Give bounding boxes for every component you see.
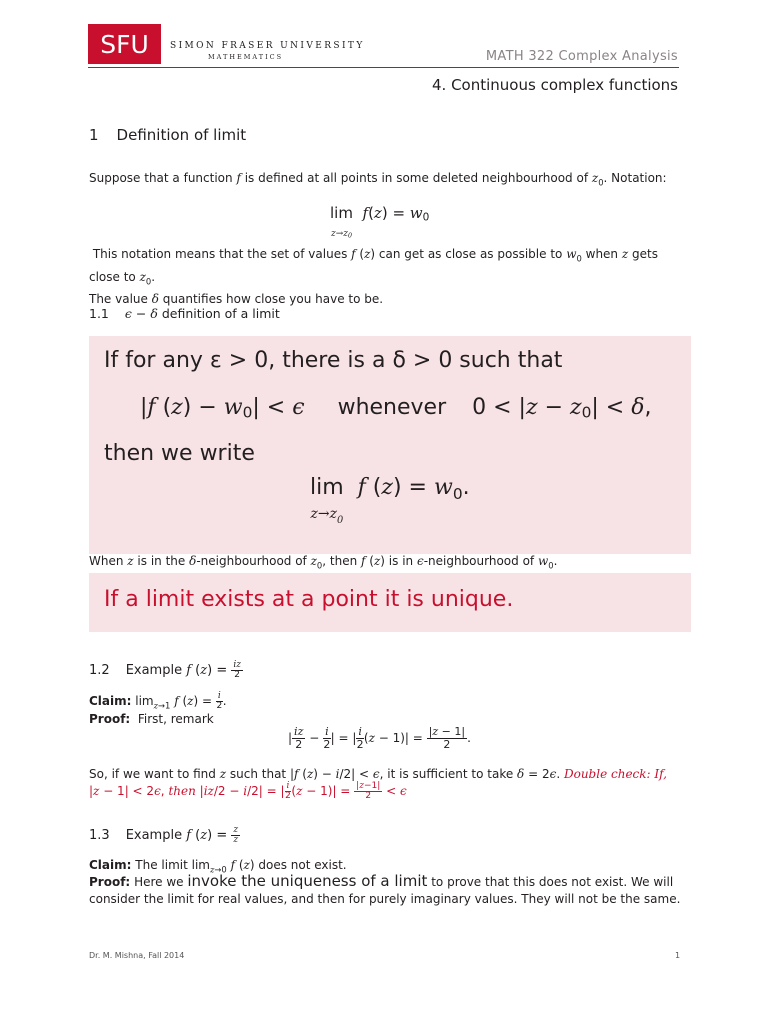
definition-limit: lim $z\to z_0$ f $(z) = w_0$. <box>310 475 470 526</box>
example-1-conclusion: So, if we want to find z such that |f (z) − i/2| < ϵ, it is sufficient to take δ = 2ϵ. Double check: If, <box>89 767 667 781</box>
limit-notation: lim $z\to z_0$ $f(z) = w_0$ <box>330 204 430 240</box>
header-rule <box>88 67 679 68</box>
neighbourhood-note: When z is in the δ-neighbourhood of $z_0$, then f (z) is in ϵ-neighbourhood of $w_0$. <box>89 554 558 571</box>
section-1-3-heading: 1.3 Example f (z) = $\frac{z}{z̄}$ <box>89 825 239 845</box>
department-name: MATHEMATICS <box>208 53 284 61</box>
section-1-2-heading: 1.2 Example f (z) = $\frac{iz}{2}$ <box>89 660 241 680</box>
university-name: SIMON FRASER UNIVERSITY <box>170 41 365 51</box>
example-1-claim: Claim: $\lim_{z\to 1} f$ (z) = $\frac{i}{2}$ . <box>89 691 227 711</box>
example-2-proof-cont: consider the limit for real values, and then for purely imaginary values. They will not be the same. <box>89 892 681 906</box>
section-1-explanation: This notation means that the set of values f (z) can get as close as possible to $w_0$ when z gets close to $z_0$. The value δ quantifies how close you have to be. <box>89 247 658 307</box>
uniqueness-statement: If a limit exists at a point it is unique. <box>104 587 514 612</box>
course-title: MATH 322 Complex Analysis <box>485 49 678 64</box>
example-1-proof-intro: Proof: First, remark <box>89 712 214 726</box>
section-1-1-heading: 1.1 ϵ − δ definition of a limit <box>89 306 280 321</box>
example-2-proof: Proof: Here we invoke the uniqueness of a limit to prove that this does not exist. We will <box>89 872 674 890</box>
definition-line-2: |f $(z) - w_0| < \epsilon$ whenever $0 < |z - z_0| < \delta$, <box>140 395 652 422</box>
section-1-intro: Suppose that a function f is defined at all points in some deleted neighbourhood of $z_0$. Notation: <box>89 171 667 188</box>
chapter-title: 4. Continuous complex functions <box>432 76 678 94</box>
page-number: 1 <box>675 951 681 960</box>
definition-line-1: If for any ε > 0, there is a δ > 0 such that <box>104 348 563 373</box>
footer-author: Dr. M. Mishna, Fall 2014 <box>89 951 185 960</box>
example-1-double-check: |z − 1| < 2ϵ, then |iz/2 − i/2| = | $\frac{i}{2}$ (z − 1)| = $\frac{|z-1|}{2}$ < ϵ <box>89 781 407 801</box>
example-2-claim: Claim: The limit $\lim_{z\to 0} f$ (z) does not exist. <box>89 858 347 875</box>
sfu-logo: SFU <box>88 24 161 64</box>
definition-line-3: then we write <box>104 441 255 466</box>
section-1-heading: 1 Definition of limit <box>89 126 247 144</box>
example-1-equation: | $\frac{iz}{2}$ − $\frac{i}{2}$ | = | $\frac{i}{2}$ (z − 1)| = $\frac{|z - 1|}{2}$ . <box>288 725 471 751</box>
